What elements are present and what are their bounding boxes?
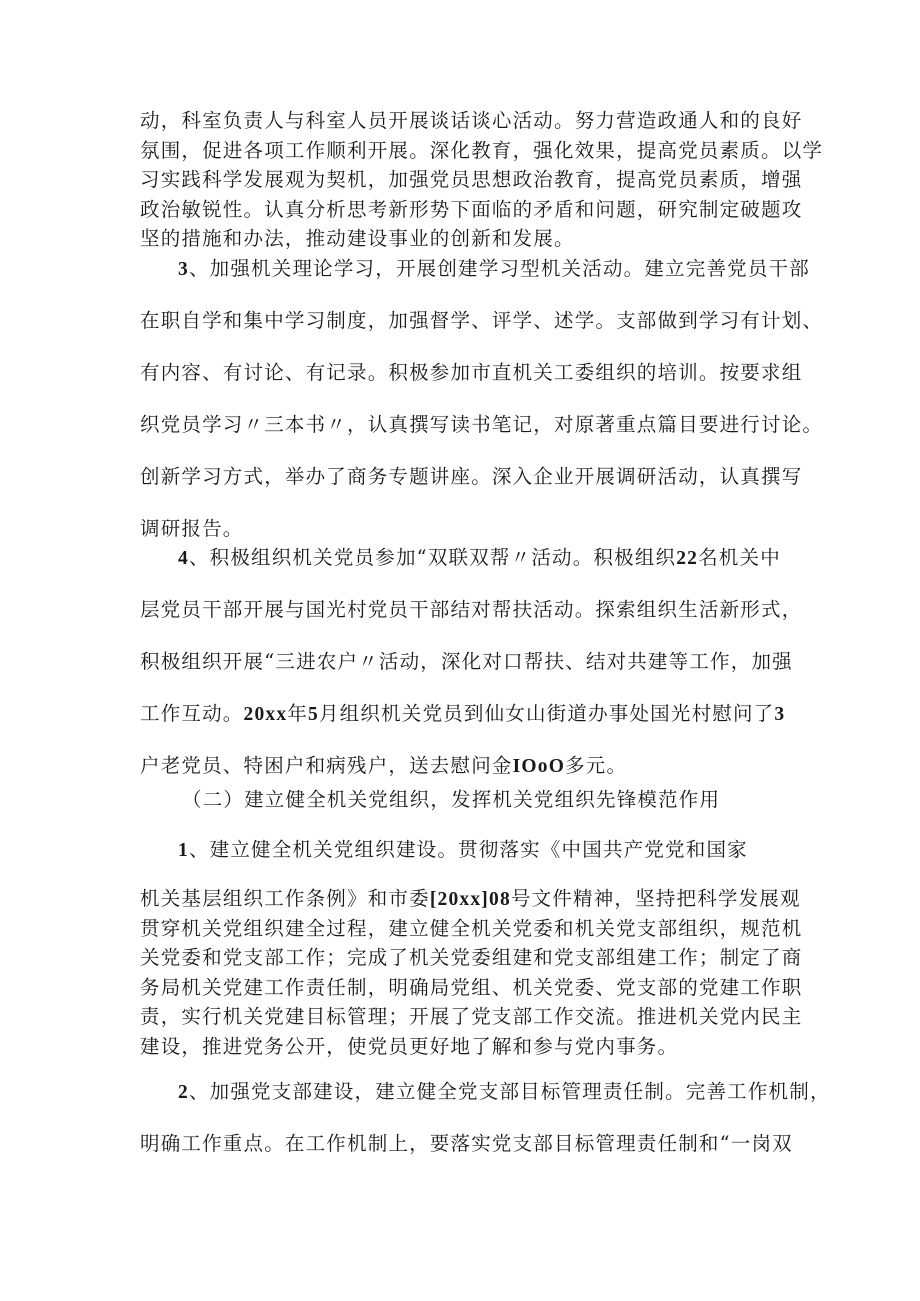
text-line: 在职自学和集中学习制度，加强督学、评学、述学。支部做到学习有计划、 bbox=[140, 309, 824, 332]
text-segment: 户老党员、特困户和病残户，送去慰问金 bbox=[140, 754, 513, 777]
item-number: 2 bbox=[178, 1082, 189, 1103]
text-line: 有内容、有讨论、有记录。积极参加市直机关工委组织的培训。按要求组 bbox=[140, 361, 803, 384]
text-segment: 、积极组织机关党员参加“双联双帮〃活动。积极组织 bbox=[188, 546, 677, 569]
text-line: 贯穿机关党组织建全过程，建立健全机关党委和机关党支部组织，规范机 bbox=[140, 916, 803, 940]
text-line bbox=[140, 884, 801, 914]
text-line: 政治敏锐性。认真分析思考新形势下面临的矛盾和问题，研究制定破题攻 bbox=[140, 197, 803, 221]
item-number: 3 bbox=[178, 259, 189, 280]
text-line: 坚的措施和办法，推动建设事业的创新和发展。 bbox=[140, 227, 575, 250]
text-line: 积极组织开展“三进农户〃活动，深化对口帮扶、结对共建等工作，加强 bbox=[140, 650, 793, 673]
text-line: 氛围，促进各项工作顺利开展。深化教育，强化效果，提高党员素质。以学 bbox=[140, 138, 824, 162]
text-segment: 、建立健全机关党组织建设。贯彻落实《中国共产党党和国家 bbox=[188, 838, 748, 861]
text-segment: 多元。 bbox=[565, 754, 628, 777]
text-line: 织党员学习〃三本书〃，认真撰写读书笔记，对原著重点篇目要进行讨论。 bbox=[140, 413, 824, 436]
paragraph-item-1 bbox=[140, 830, 790, 870]
text-segment: 机关基层组织工作条例》和市委 bbox=[140, 887, 430, 910]
text-line: 动，科室负责人与科室人员开展谈话谈心活动。努力营造政通人和的良好 bbox=[140, 109, 803, 132]
month-number: 5 bbox=[308, 704, 319, 725]
text-segment: 号文件精神，坚持把科学发展观 bbox=[510, 887, 801, 910]
item-number: 4 bbox=[178, 548, 189, 569]
text-line: 明确工作重点。在工作机制上，要落实党支部目标管理责任制和“一岗双 bbox=[140, 1132, 793, 1155]
count-number: 22 bbox=[676, 548, 699, 569]
section-heading: （二）建立健全机关党组织，发挥机关党组织先锋模范作用 bbox=[182, 788, 721, 811]
text-segment: 年 bbox=[287, 702, 309, 725]
paragraph-item-4 bbox=[140, 532, 803, 792]
text-segment: 、加强党支部建设，建立健全党支部目标管理责任制。完善工作机制， bbox=[188, 1080, 831, 1103]
text-segment: 工作互动。 bbox=[140, 702, 244, 725]
text-line: 调研报告。 bbox=[140, 517, 244, 540]
text-line bbox=[140, 243, 810, 295]
text-line bbox=[140, 688, 790, 740]
text-segment: 、加强机关理论学习，开展创建学习型机关活动。建立完善党员干部 bbox=[188, 257, 810, 280]
text-line: 关党委和党支部工作；完成了机关党委组建和党支部组建工作；制定了商 bbox=[140, 946, 803, 969]
text-line bbox=[140, 1066, 831, 1118]
text-line bbox=[140, 532, 790, 584]
text-segment: 名机关中 bbox=[698, 546, 781, 569]
text-line: 建设，推进党务公开，使党员更好地了解和参与党内事务。 bbox=[140, 1034, 679, 1058]
text-line: 务局机关党建工作责任制，明确局党组、机关党委、党支部的党建工作职 bbox=[140, 975, 803, 999]
paragraph-item-3 bbox=[140, 243, 824, 555]
text-line: 层党员干部开展与国光村党员干部结对帮扶活动。探索组织生活新形式， bbox=[140, 598, 803, 621]
document-number: [20xx]08 bbox=[429, 889, 511, 910]
text-segment: 月组织机关党员到仙女山街道办事处国光村慰问了 bbox=[318, 702, 775, 725]
item-number: 1 bbox=[178, 840, 189, 861]
year-number: 20xx bbox=[243, 704, 288, 725]
paragraph-continuation bbox=[140, 106, 824, 254]
paragraph-item-2 bbox=[140, 1066, 831, 1170]
count-number: 3 bbox=[774, 704, 786, 725]
text-line: 创新学习方式，举办了商务专题讲座。深入企业开展调研活动，认真撰写 bbox=[140, 465, 803, 488]
amount-number: IOoO bbox=[512, 756, 566, 777]
text-line: 习实践科学发展观为契机，加强党员思想政治教育，提高党员素质，增强 bbox=[140, 168, 803, 191]
text-line: 责，实行机关党建目标管理；开展了党支部工作交流。推进机关党内民主 bbox=[140, 1005, 803, 1028]
text-line bbox=[140, 830, 790, 871]
paragraph-item-1-body bbox=[140, 884, 803, 1061]
